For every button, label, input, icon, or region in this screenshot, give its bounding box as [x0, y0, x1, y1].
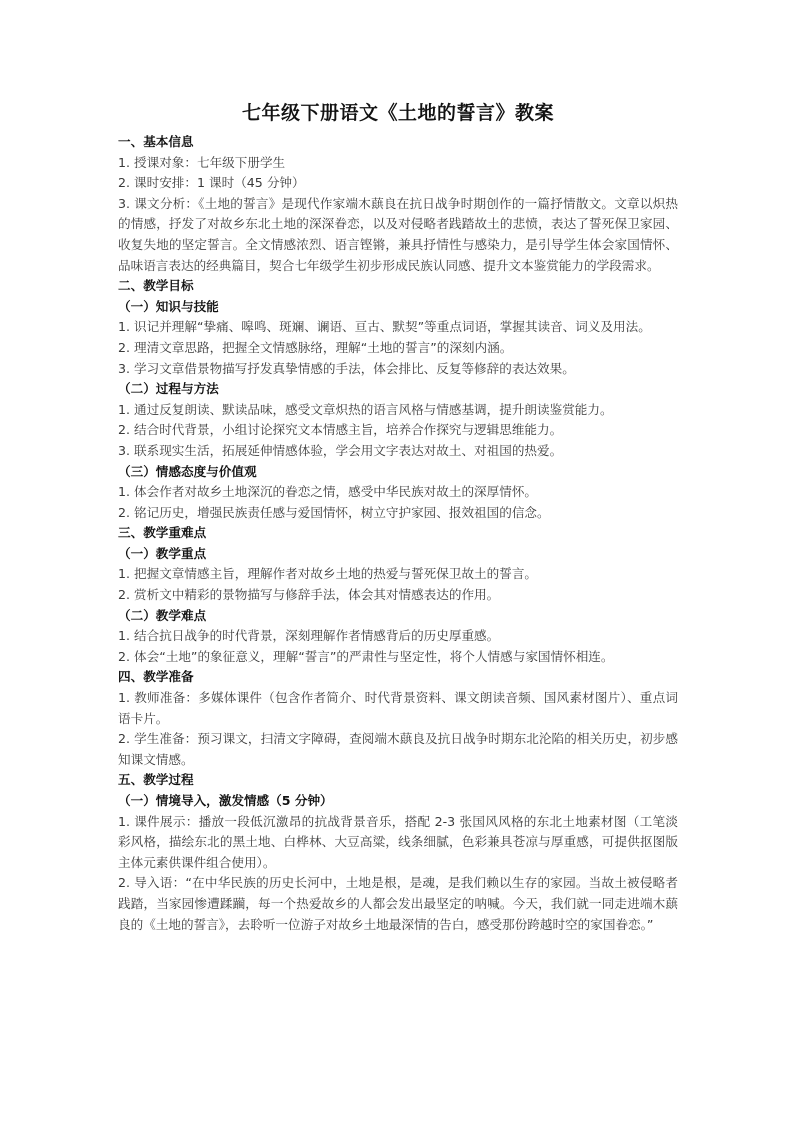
- paragraph: 1. 把握文章情感主旨，理解作者对故乡土地的热爱与誓死保卫故土的誓言。: [118, 566, 538, 582]
- subsection-heading: （一）知识与技能: [118, 298, 219, 314]
- paragraph: 1. 通过反复朗读、默读品味，感受文章炽热的语言风格与情感基调，提升朗读鉴赏能力。: [118, 401, 613, 417]
- subsection-heading: （三）情感态度与价值观: [118, 463, 257, 479]
- paragraph: 2. 结合时代背景，小组讨论探究文本情感主旨，培养合作探究与逻辑思维能力。: [118, 422, 563, 438]
- document-title: 七年级下册语文《土地的誓言》教案: [241, 102, 554, 124]
- paragraph: 2. 赏析文中精彩的景物描写与修辞手法，体会其对情感表达的作用。: [118, 587, 500, 603]
- paragraph: 3. 课文分析：《土地的誓言》是现代作家端木蕻良在抗日战争时期创作的一篇抒情散文。文章以炽热的情感，抒发了对故乡东北土地的深深眷恋，以及对侵略者践踏故土的悲愤，表达了誓死保卫家园、收复失地的坚定誓言。全文情感浓烈、语言铿锵，兼具抒情性与感染力，是引导学生体会家国情怀、品味语言表达的经典篇目，契合七年级学生初步形成民族认同感、提升文本鉴赏能力的学段需求。: [118, 195, 678, 273]
- paragraph: 1. 识记并理解“挚痛、嗥鸣、斑斓、谰语、亘古、默契”等重点词语，掌握其读音、词义及用法。: [118, 319, 651, 335]
- paragraph: 2. 铭记历史，增强民族责任感与爱国情怀，树立守护家园、报效祖国的信念。: [118, 504, 550, 520]
- paragraph: 1. 结合抗日战争的时代背景，深刻理解作者情感背后的历史厚重感。: [118, 628, 500, 644]
- paragraph: 1. 教师准备：多媒体课件（包含作者简介、时代背景资料、课文朗读音频、国风素材图片）、重点词语卡片。: [118, 690, 678, 726]
- document-page: [118, 98, 678, 935]
- section-heading-objectives: 二、教学目标: [118, 278, 194, 294]
- paragraph: 2. 理清文章思路，把握全文情感脉络，理解“土地的誓言”的深刻内涵。: [118, 339, 513, 355]
- paragraph: 1. 授课对象：七年级下册学生: [118, 154, 286, 170]
- paragraph: 3. 学习文章借景物描写抒发真挚情感的手法，体会排比、反复等修辞的表达效果。: [118, 360, 575, 376]
- section-heading-process: 五、教学过程: [118, 772, 194, 788]
- paragraph: 2. 学生准备：预习课文，扫清文字障碍，查阅端木蕻良及抗日战争时期东北沦陷的相关历史，初步感知课文情感。: [118, 731, 678, 767]
- subsection-heading: （一）教学重点: [118, 545, 207, 561]
- paragraph: 2. 导入语：“在中华民族的历史长河中，土地是根，是魂，是我们赖以生存的家园。当故土被侵略者践踏，当家园惨遭蹂躏，每一个热爱故乡的人都会发出最坚定的呐喊。今天，我们就一同走进端木蕻良的《土地的誓言》，去聆听一位游子对故乡土地最深情的告白，感受那份跨越时空的家国眷恋。”: [118, 875, 678, 932]
- subsection-heading: （一）情境导入，激发情感（5 分钟）: [118, 793, 333, 808]
- paragraph: 2. 课时安排：1 课时（45 分钟）: [118, 175, 305, 191]
- paragraph: 1. 课件展示：播放一段低沉激昂的抗战背景音乐，搭配 2-3 张国风风格的东北土地素材图（工笔淡彩风格，描绘东北的黑土地、白桦林、大豆高粱，线条细腻，色彩兼具苍凉与厚重感，可提供抠图版主体元素供课件组合使用）。: [118, 813, 678, 870]
- subsection-heading: （二）教学难点: [118, 607, 207, 623]
- section-heading-basic-info: 一、基本信息: [118, 134, 194, 149]
- section-heading-key-points: 三、教学重难点: [118, 525, 207, 541]
- subsection-heading: （二）过程与方法: [118, 381, 219, 397]
- section-heading-preparation: 四、教学准备: [118, 669, 194, 685]
- paragraph: 2. 体会“土地”的象征意义，理解“誓言”的严肃性与坚定性，将个人情感与家国情怀相连。: [118, 648, 614, 664]
- paragraph: 1. 体会作者对故乡土地深沉的眷恋之情，感受中华民族对故土的深厚情怀。: [118, 484, 538, 500]
- paragraph: 3. 联系现实生活，拓展延伸情感体验，学会用文字表达对故土、对祖国的热爱。: [118, 442, 563, 458]
